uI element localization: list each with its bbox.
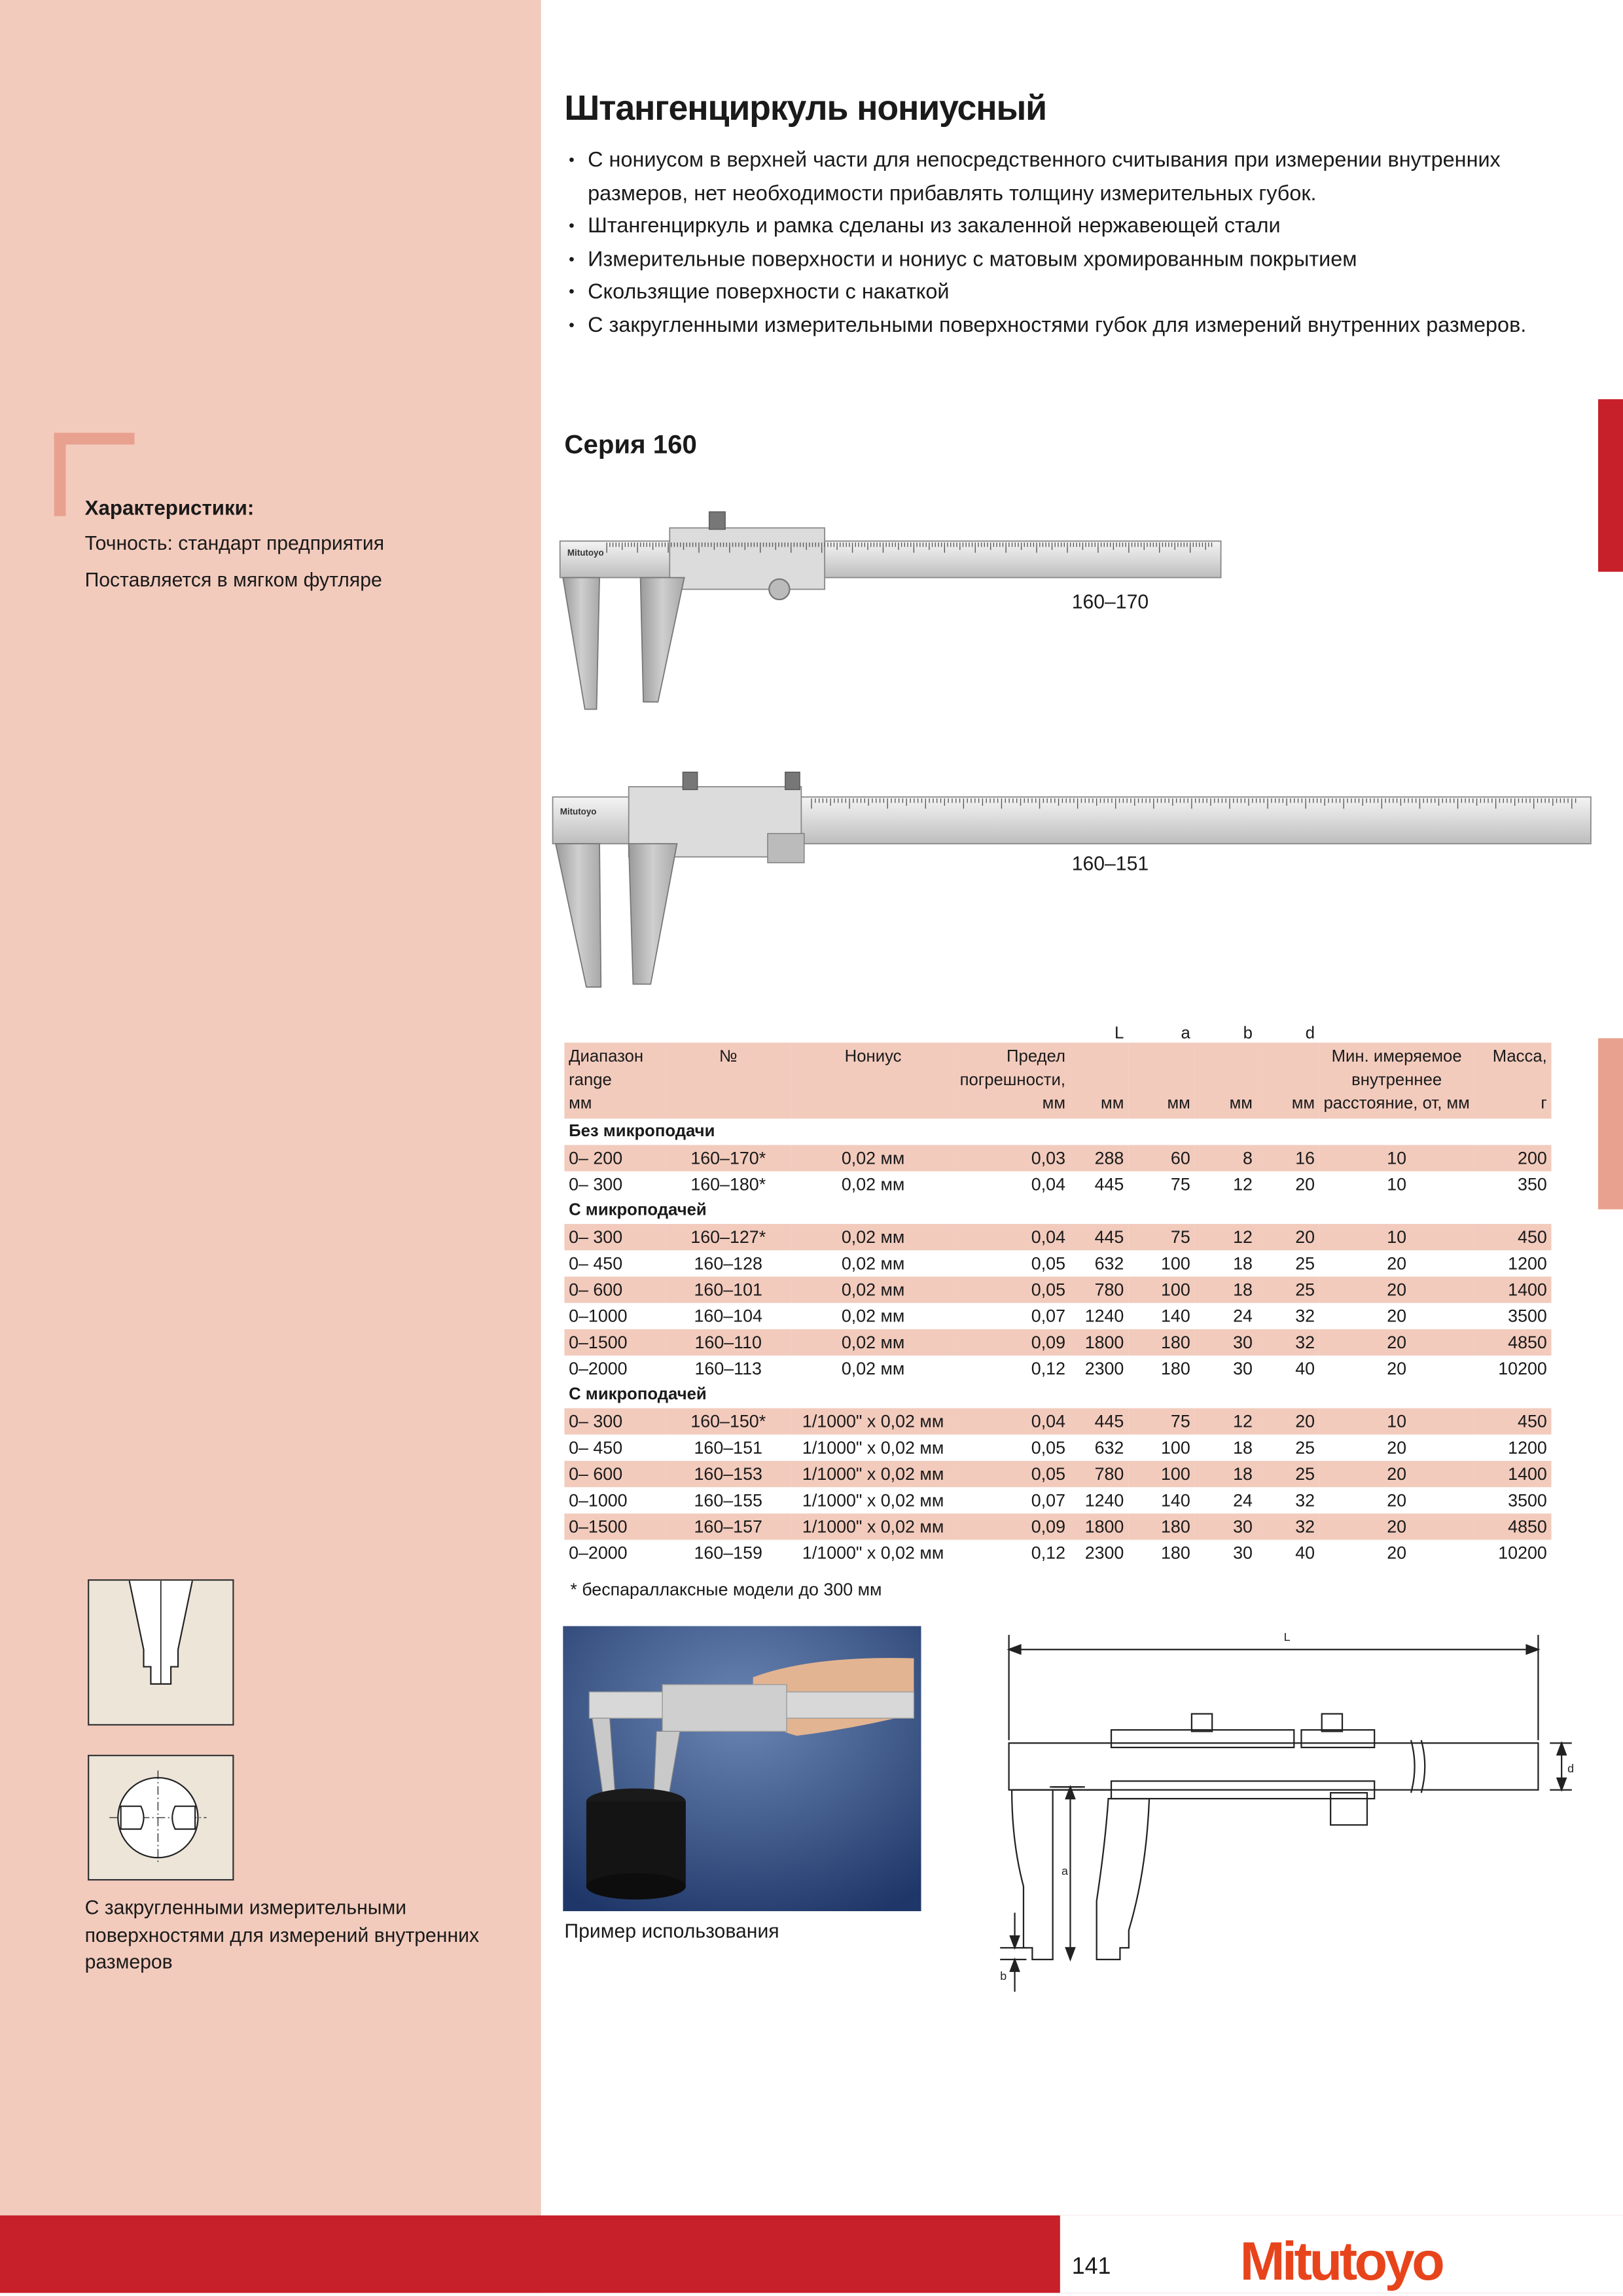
cell-d: 25	[1295, 1253, 1315, 1274]
cell-range: 0–1000	[569, 1306, 628, 1327]
cell-number: 160–180*	[690, 1174, 766, 1195]
header-range: Диапазон range мм	[569, 1048, 644, 1113]
cell-a: 60	[1170, 1147, 1190, 1169]
table-row	[564, 1408, 1551, 1435]
cell-a: 100	[1161, 1437, 1190, 1458]
cell-L: 632	[1094, 1253, 1124, 1274]
table-group-row	[564, 1198, 1551, 1224]
brand-logo: Mitutoyo	[1240, 2231, 1442, 2292]
cell-range: 0–1500	[569, 1516, 628, 1537]
cell-b: 18	[1233, 1253, 1253, 1274]
cell-number: 160–110	[694, 1332, 762, 1353]
cell-vernier: 0,02 мм	[841, 1227, 905, 1247]
cell-d: 32	[1295, 1306, 1315, 1327]
cell-a: 100	[1161, 1279, 1190, 1300]
cell-b: 30	[1233, 1332, 1253, 1353]
cell-a: 100	[1161, 1253, 1190, 1274]
cell-b: 30	[1233, 1543, 1253, 1564]
cell-b: 8	[1242, 1147, 1253, 1169]
cell-error: 0,07	[1031, 1490, 1065, 1511]
caliper-160-151-image	[548, 768, 1601, 994]
dimension-label-a: a	[1061, 1864, 1068, 1878]
cell-range: 0– 600	[569, 1279, 623, 1300]
cell-mass: 3500	[1508, 1306, 1547, 1327]
cell-number: 160–113	[694, 1358, 762, 1379]
table-row	[564, 1435, 1551, 1461]
cell-d: 32	[1295, 1332, 1315, 1353]
cell-error: 0,04	[1031, 1174, 1065, 1195]
table-group-row	[564, 1119, 1551, 1145]
cell-error: 0,12	[1031, 1543, 1065, 1564]
cell-mass: 1400	[1508, 1463, 1547, 1484]
cell-min-inner: 20	[1387, 1437, 1407, 1458]
cell-d: 25	[1295, 1463, 1315, 1484]
section-tab-pink	[1598, 1038, 1623, 1209]
header-error: Предел погрешности, мм	[959, 1048, 1065, 1113]
cell-d: 32	[1295, 1516, 1315, 1537]
cell-mass: 1400	[1508, 1279, 1547, 1300]
feature-item: • С закругленными измерительными поверхностями губок для измерений внутренних размеров.	[567, 310, 1577, 342]
cell-d: 40	[1295, 1543, 1315, 1564]
cell-range: 0–2000	[569, 1543, 628, 1564]
cell-d: 25	[1295, 1279, 1315, 1300]
cell-b: 12	[1233, 1227, 1253, 1247]
cell-range: 0– 200	[569, 1147, 623, 1169]
cell-error: 0,04	[1031, 1227, 1065, 1247]
header-vernier: Нониус	[844, 1048, 902, 1066]
cell-a: 140	[1161, 1306, 1190, 1327]
cell-vernier: 1/1000" x 0,02 мм	[802, 1463, 944, 1484]
cell-mass: 200	[1518, 1147, 1547, 1169]
cell-error: 0,03	[1031, 1147, 1065, 1169]
table-row	[564, 1172, 1551, 1198]
cell-vernier: 0,02 мм	[841, 1332, 905, 1353]
cell-min-inner: 20	[1387, 1543, 1407, 1564]
cell-L: 1240	[1084, 1306, 1124, 1327]
cell-min-inner: 20	[1387, 1253, 1407, 1274]
cell-mass: 10200	[1498, 1358, 1547, 1379]
group-label: Без микроподачи	[569, 1122, 715, 1141]
cell-min-inner: 10	[1387, 1174, 1407, 1195]
table-row	[564, 1224, 1551, 1250]
cell-mass: 1200	[1508, 1253, 1547, 1274]
header-mass: Масса, г	[1492, 1048, 1547, 1113]
cell-mass: 10200	[1498, 1543, 1547, 1564]
table-row	[564, 1513, 1551, 1539]
cell-L: 2300	[1084, 1358, 1124, 1379]
cell-a: 180	[1161, 1516, 1190, 1537]
jaw-caption: С закругленными измерительными поверхностями для измерений внутренних размеров	[84, 1896, 480, 1973]
cell-min-inner: 20	[1387, 1358, 1407, 1379]
cell-mass: 450	[1518, 1227, 1547, 1247]
cell-vernier: 1/1000" x 0,02 мм	[802, 1516, 944, 1537]
cell-b: 12	[1233, 1411, 1253, 1432]
cell-mass: 350	[1518, 1174, 1547, 1195]
cell-a: 75	[1170, 1174, 1190, 1195]
cell-vernier: 1/1000" x 0,02 мм	[802, 1543, 944, 1564]
corner-bracket	[54, 433, 66, 516]
cell-min-inner: 20	[1387, 1490, 1407, 1511]
cell-min-inner: 10	[1387, 1227, 1407, 1247]
cell-L: 445	[1094, 1227, 1124, 1247]
cell-d: 20	[1295, 1227, 1315, 1247]
table-footnote: * беспараллаксные модели до 300 мм	[570, 1579, 882, 1600]
cell-b: 18	[1233, 1463, 1253, 1484]
table-row	[564, 1540, 1551, 1566]
table-row	[564, 1250, 1551, 1276]
cell-L: 1800	[1084, 1516, 1124, 1537]
characteristics-heading: Характеристики:	[84, 495, 255, 520]
cell-L: 780	[1094, 1279, 1124, 1300]
cell-range: 0– 300	[569, 1411, 623, 1432]
cell-vernier: 0,02 мм	[841, 1279, 905, 1300]
header-number: №	[719, 1048, 738, 1066]
table-group-row	[564, 1382, 1551, 1408]
cell-error: 0,05	[1031, 1437, 1065, 1458]
cell-mass: 450	[1518, 1411, 1547, 1432]
cell-min-inner: 20	[1387, 1463, 1407, 1484]
cell-range: 0– 600	[569, 1463, 623, 1484]
cell-range: 0–1000	[569, 1490, 628, 1511]
cell-d: 20	[1295, 1174, 1315, 1195]
page-title: Штангенциркуль нониусный	[564, 89, 1047, 129]
cell-error: 0,05	[1031, 1253, 1065, 1274]
cell-mass: 4850	[1508, 1516, 1547, 1537]
cell-b: 18	[1233, 1437, 1253, 1458]
model-label: 160–151	[1071, 852, 1149, 875]
feature-list	[567, 145, 1577, 342]
cell-b: 24	[1233, 1490, 1253, 1511]
accuracy-text: Точность: стандарт предприятия	[84, 532, 385, 554]
cell-b: 30	[1233, 1358, 1253, 1379]
cell-d: 32	[1295, 1490, 1315, 1511]
cell-b: 24	[1233, 1306, 1253, 1327]
cell-vernier: 1/1000" x 0,02 мм	[802, 1411, 944, 1432]
cell-error: 0,05	[1031, 1463, 1065, 1484]
cell-mass: 3500	[1508, 1490, 1547, 1511]
tool-brand: Mitutoyo	[567, 548, 604, 558]
cell-range: 0– 450	[569, 1253, 623, 1274]
table-row	[564, 1461, 1551, 1487]
cell-a: 100	[1161, 1463, 1190, 1484]
cell-a: 75	[1170, 1411, 1190, 1432]
cell-number: 160–170*	[690, 1147, 766, 1169]
cell-number: 160–127*	[690, 1227, 766, 1247]
table-row	[564, 1329, 1551, 1355]
feature-item: • Скользящие поверхности с накаткой	[567, 276, 1577, 309]
group-label: С микроподачей	[569, 1386, 707, 1404]
cell-error: 0,09	[1031, 1516, 1065, 1537]
cell-number: 160–151	[694, 1437, 762, 1458]
dimension-label-d: d	[1567, 1761, 1575, 1775]
jaw-profile-detail	[88, 1579, 234, 1725]
cell-a: 140	[1161, 1490, 1190, 1511]
cell-d: 16	[1295, 1147, 1315, 1169]
cell-error: 0,07	[1031, 1306, 1065, 1327]
technical-drawing	[994, 1623, 1586, 1996]
cell-range: 0–1500	[569, 1332, 628, 1353]
spec-table	[564, 1025, 1551, 1566]
feature-item: • Измерительные поверхности и нониус с матовым хромированным покрытием	[567, 243, 1577, 276]
cell-range: 0– 450	[569, 1437, 623, 1458]
cell-L: 288	[1094, 1147, 1124, 1169]
cell-a: 75	[1170, 1227, 1190, 1247]
table-row	[564, 1487, 1551, 1513]
cell-mass: 1200	[1508, 1437, 1547, 1458]
cell-number: 160–155	[694, 1490, 762, 1511]
cell-b: 12	[1233, 1174, 1253, 1195]
cell-d: 40	[1295, 1358, 1315, 1379]
cell-b: 30	[1233, 1516, 1253, 1537]
model-label: 160–170	[1071, 590, 1149, 613]
cell-b: 18	[1233, 1279, 1253, 1300]
header-d: d мм	[1291, 1025, 1315, 1113]
table-row	[564, 1303, 1551, 1329]
cell-min-inner: 20	[1387, 1279, 1407, 1300]
cell-a: 180	[1161, 1543, 1190, 1564]
cell-range: 0– 300	[569, 1174, 623, 1195]
cell-L: 445	[1094, 1174, 1124, 1195]
cell-min-inner: 10	[1387, 1147, 1407, 1169]
header-b: b мм	[1229, 1025, 1253, 1113]
cell-error: 0,04	[1031, 1411, 1065, 1432]
cell-a: 180	[1161, 1332, 1190, 1353]
cell-number: 160–150*	[690, 1411, 766, 1432]
cell-min-inner: 20	[1387, 1306, 1407, 1327]
feature-item: • Штангенциркуль и рамка сделаны из закаленной нержавеющей стали	[567, 211, 1577, 243]
cell-error: 0,12	[1031, 1358, 1065, 1379]
cell-number: 160–104	[694, 1306, 762, 1327]
supply-text: Поставляется в мягком футляре	[84, 569, 382, 591]
cell-L: 1240	[1084, 1490, 1124, 1511]
group-label: С микроподачей	[569, 1202, 707, 1220]
cell-vernier: 0,02 мм	[841, 1147, 905, 1169]
cell-d: 25	[1295, 1437, 1315, 1458]
cell-number: 160–128	[694, 1253, 762, 1274]
cell-vernier: 1/1000" x 0,02 мм	[802, 1490, 944, 1511]
header-min-inner: Мин. имеряемое внутреннее расстояние, от, мм	[1323, 1048, 1470, 1113]
section-tab-red	[1598, 399, 1623, 572]
cell-number: 160–157	[694, 1516, 762, 1537]
cell-L: 1800	[1084, 1332, 1124, 1353]
cell-min-inner: 10	[1387, 1411, 1407, 1432]
dimension-label-b: b	[1000, 1969, 1007, 1983]
cell-L: 2300	[1084, 1543, 1124, 1564]
table-row	[564, 1276, 1551, 1302]
cell-vernier: 0,02 мм	[841, 1306, 905, 1327]
cell-a: 180	[1161, 1358, 1190, 1379]
dimension-label-L: L	[1283, 1630, 1291, 1643]
feature-item: • С нониусом в верхней части для непосредственного считывания при измерении внутренних размеров, нет необходимости прибавлять толщину измерительных губок.	[567, 145, 1577, 211]
series-heading: Серия 160	[564, 429, 697, 459]
table-header-row	[564, 1043, 1551, 1119]
page-number: 141	[1071, 2255, 1111, 2280]
cell-L: 445	[1094, 1411, 1124, 1432]
usage-photo	[563, 1626, 921, 1911]
cell-error: 0,09	[1031, 1332, 1065, 1353]
cell-L: 780	[1094, 1463, 1124, 1484]
cell-d: 20	[1295, 1411, 1315, 1432]
cell-number: 160–101	[694, 1279, 762, 1300]
cell-mass: 4850	[1508, 1332, 1547, 1353]
cell-vernier: 1/1000" x 0,02 мм	[802, 1437, 944, 1458]
table-row	[564, 1145, 1551, 1171]
cell-vernier: 0,02 мм	[841, 1358, 905, 1379]
cell-number: 160–159	[694, 1543, 762, 1564]
cell-error: 0,05	[1031, 1279, 1065, 1300]
header-L: L мм	[1101, 1025, 1124, 1113]
cell-range: 0– 300	[569, 1227, 623, 1247]
cell-range: 0–2000	[569, 1358, 628, 1379]
cell-vernier: 0,02 мм	[841, 1174, 905, 1195]
cell-L: 632	[1094, 1437, 1124, 1458]
tool-brand: Mitutoyo	[560, 806, 597, 817]
jaw-rounded-detail	[88, 1755, 234, 1880]
header-a: a мм	[1167, 1025, 1190, 1113]
cell-min-inner: 20	[1387, 1332, 1407, 1353]
corner-bracket	[54, 433, 135, 444]
cell-vernier: 0,02 мм	[841, 1253, 905, 1274]
cell-number: 160–153	[694, 1463, 762, 1484]
cell-min-inner: 20	[1387, 1516, 1407, 1537]
table-row	[564, 1355, 1551, 1382]
photo-caption: Пример использования	[564, 1920, 779, 1943]
